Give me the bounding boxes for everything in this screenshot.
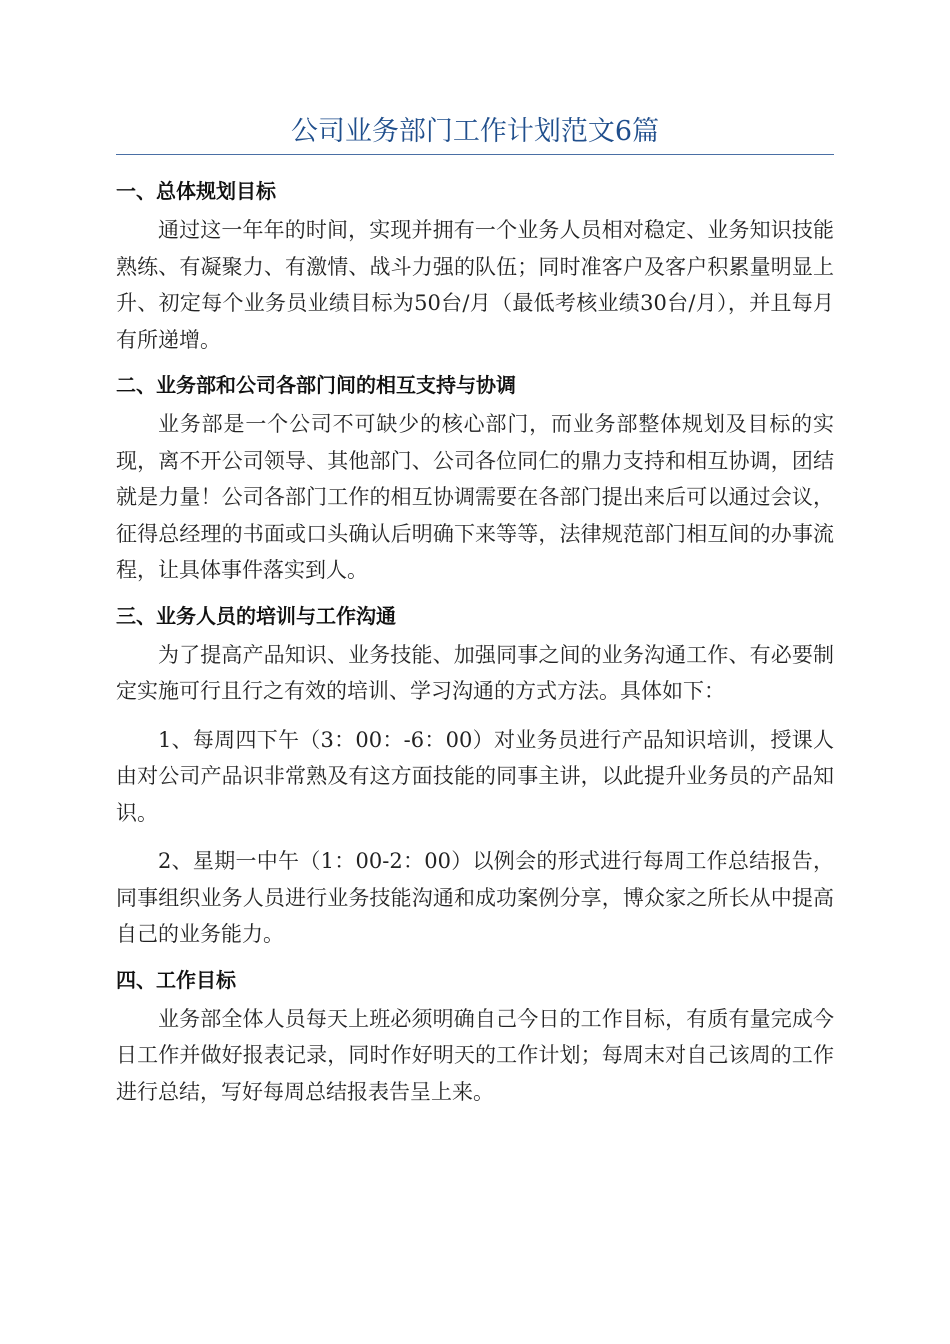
section-heading-4: 四、工作目标 xyxy=(116,967,236,992)
section-3-paragraph-1: 为了提高产品知识、业务技能、加强同事之间的业务沟通工作、有必要制定实施可行且行之有效的培训、学习沟通的方式方法。具体如下： xyxy=(116,642,834,703)
document-body xyxy=(116,176,834,1110)
title-underline xyxy=(116,154,834,155)
section-3-paragraph-3: 2、星期一中午（1：00-2：00）以例会的形式进行每周工作总结报告，同事组织业务人员进行业务技能沟通和成功案例分享，博众家之所长从中提高自己的业务能力。 xyxy=(116,849,834,946)
section-3-paragraph-2: 1、每周四下午（3：00：-6：00）对业务员进行产品知识培训，授课人由对公司产品识非常熟及有这方面技能的同事主讲，以此提升业务员的产品知识。 xyxy=(116,727,834,825)
section-2-paragraph-1: 业务部是一个公司不可缺少的核心部门，而业务部整体规划及目标的实现，离不开公司领导、其他部门、公司各位同仁的鼎力支持和相互协调，团结就是力量！公司各部门工作的相互协调需要在各部门提出来后可以通过会议，征得总经理的书面或口头确认后明确下来等等，法律规范部门相互间的办事流程，让具体事件落实到人。 xyxy=(116,412,834,582)
section-4-paragraph-1: 业务部全体人员每天上班必须明确自己今日的工作目标，有质有量完成今日工作并做好报表记录，同时作好明天的工作计划；每周末对自己该周的工作进行总结，写好每周总结报表告呈上来。 xyxy=(116,1006,834,1104)
section-1-paragraph-1: 通过这一年年的时间，实现并拥有一个业务人员相对稳定、业务知识技能熟练、有凝聚力、有激情、战斗力强的队伍；同时准客户及客户积累量明显上升、初定每个业务员业绩目标为50台/月（最低考核业绩30台/月），并且每月有所递增。 xyxy=(116,218,834,352)
section-heading-2: 二、业务部和公司各部门间的相互支持与协调 xyxy=(116,373,516,397)
section-heading-3: 三、业务人员的培训与工作沟通 xyxy=(116,603,396,628)
document-title: 公司业务部门工作计划范文6篇 xyxy=(290,116,660,147)
section-heading-1: 一、总体规划目标 xyxy=(116,179,276,203)
